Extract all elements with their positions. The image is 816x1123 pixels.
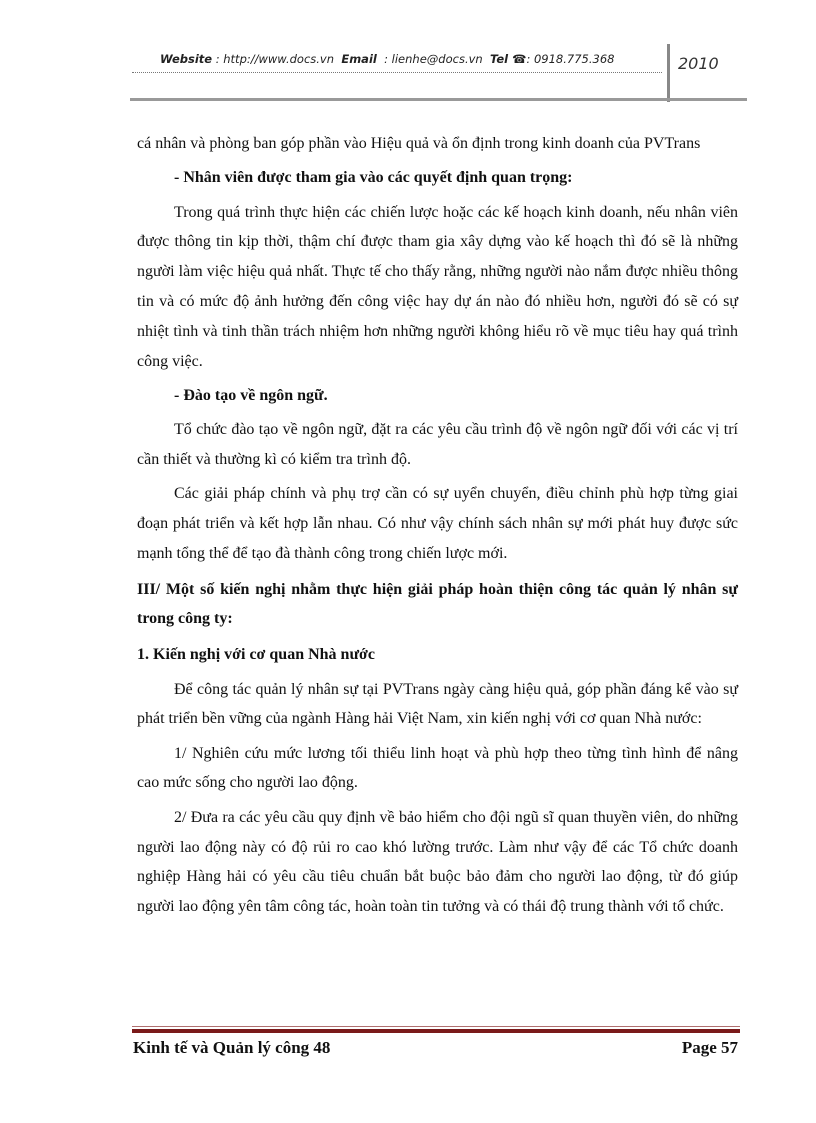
subheading: - Nhân viên được tham gia vào các quyết định quan trọng: [174,169,573,187]
tel-label: Tel ☎ [490,52,527,66]
paragraph: Để công tác quản lý nhân sự tại PVTrans ngày càng hiệu quả, góp phần đáng kể vào sự phát triển bền vững của ngành Hàng hải Việt Nam, xin kiến nghị với cơ quan Nhà nước: [137,680,738,728]
header-dotted-divider [132,72,662,73]
footer-divider-thin [132,1026,740,1027]
email-label: Email [341,52,377,66]
website-url: : http://www.docs.vn [215,52,335,66]
header-divider [130,98,747,101]
page-number: Page 57 [681,1038,738,1057]
paragraph: Trong quá trình thực hiện các chiến lược hoặc các kế hoạch kinh doanh, nếu nhân viên được thông tin kịp thời, thậm chí được tham gia xây dựng vào kế hoạch thì đó sẽ là những người làm việc hiệu quả nhất. Thực tế cho thấy rằng, những người nào nắm được nhiều thông tin và có mức độ ảnh hưởng đến công việc hay dự án nào đó nhiều hơn, người đó sẽ có sự nhiệt tình và tinh thần trách nhiệm hơn những người không hiểu rõ về mục tiêu hay quá trình công việc. [137,203,738,370]
section-heading: 1. Kiến nghị với cơ quan Nhà nước [137,646,376,664]
document-body [137,129,738,926]
paragraph: Các giải pháp chính và phụ trợ cần có sự uyển chuyển, điều chỉnh phù hợp từng giai đoạn phát triển và kết hợp lẫn nhau. Có như vậy chính sách nhân sự mới phát huy được sức mạnh tổng thể để tạo đà thành công trong chiến lược mới. [137,485,738,562]
tel-number: : 0918.775.368 [526,52,615,66]
header-year: 2010 [678,54,719,73]
paragraph: 2/ Đưa ra các yêu cầu quy định về bảo hiểm cho đội ngũ sĩ quan thuyền viên, do những người lao động này có độ rủi ro cao khó lường trước. Làm như vậy để các Tổ chức doanh nghiệp Hàng hải có yêu cầu tiêu chuẩn bắt buộc bảo đảm cho người lao động, từ đó giúp người lao động yên tâm công tác, hoàn toàn tin tưởng và có thái độ trung thành với tổ chức. [137,808,738,916]
subheading: - Đào tạo về ngôn ngữ. [174,386,328,404]
paragraph: 1/ Nghiên cứu mức lương tối thiểu linh hoạt và phù hợp theo từng tình hình để nâng cao mức sống cho người lao động. [137,744,738,792]
footer-divider [132,1029,740,1033]
paragraph: cá nhân và phòng ban góp phần vào Hiệu quả và ổn định trong kinh doanh của PVTrans [137,135,701,152]
website-label: Website [160,52,213,66]
page-header-contact [160,52,614,66]
footer-title: Kinh tế và Quản lý công 48 [133,1038,331,1057]
header-vertical-divider [667,44,670,102]
section-heading: III/ Một số kiến nghị nhằm thực hiện giải pháp hoàn thiện công tác quản lý nhân sự trong công ty: [137,580,738,628]
email-address: : lienhe@docs.vn [384,52,483,66]
paragraph: Tổ chức đào tạo về ngôn ngữ, đặt ra các yêu cầu trình độ về ngôn ngữ đối với các vị trí cần thiết và thường kì có kiểm tra trình độ. [137,421,738,468]
